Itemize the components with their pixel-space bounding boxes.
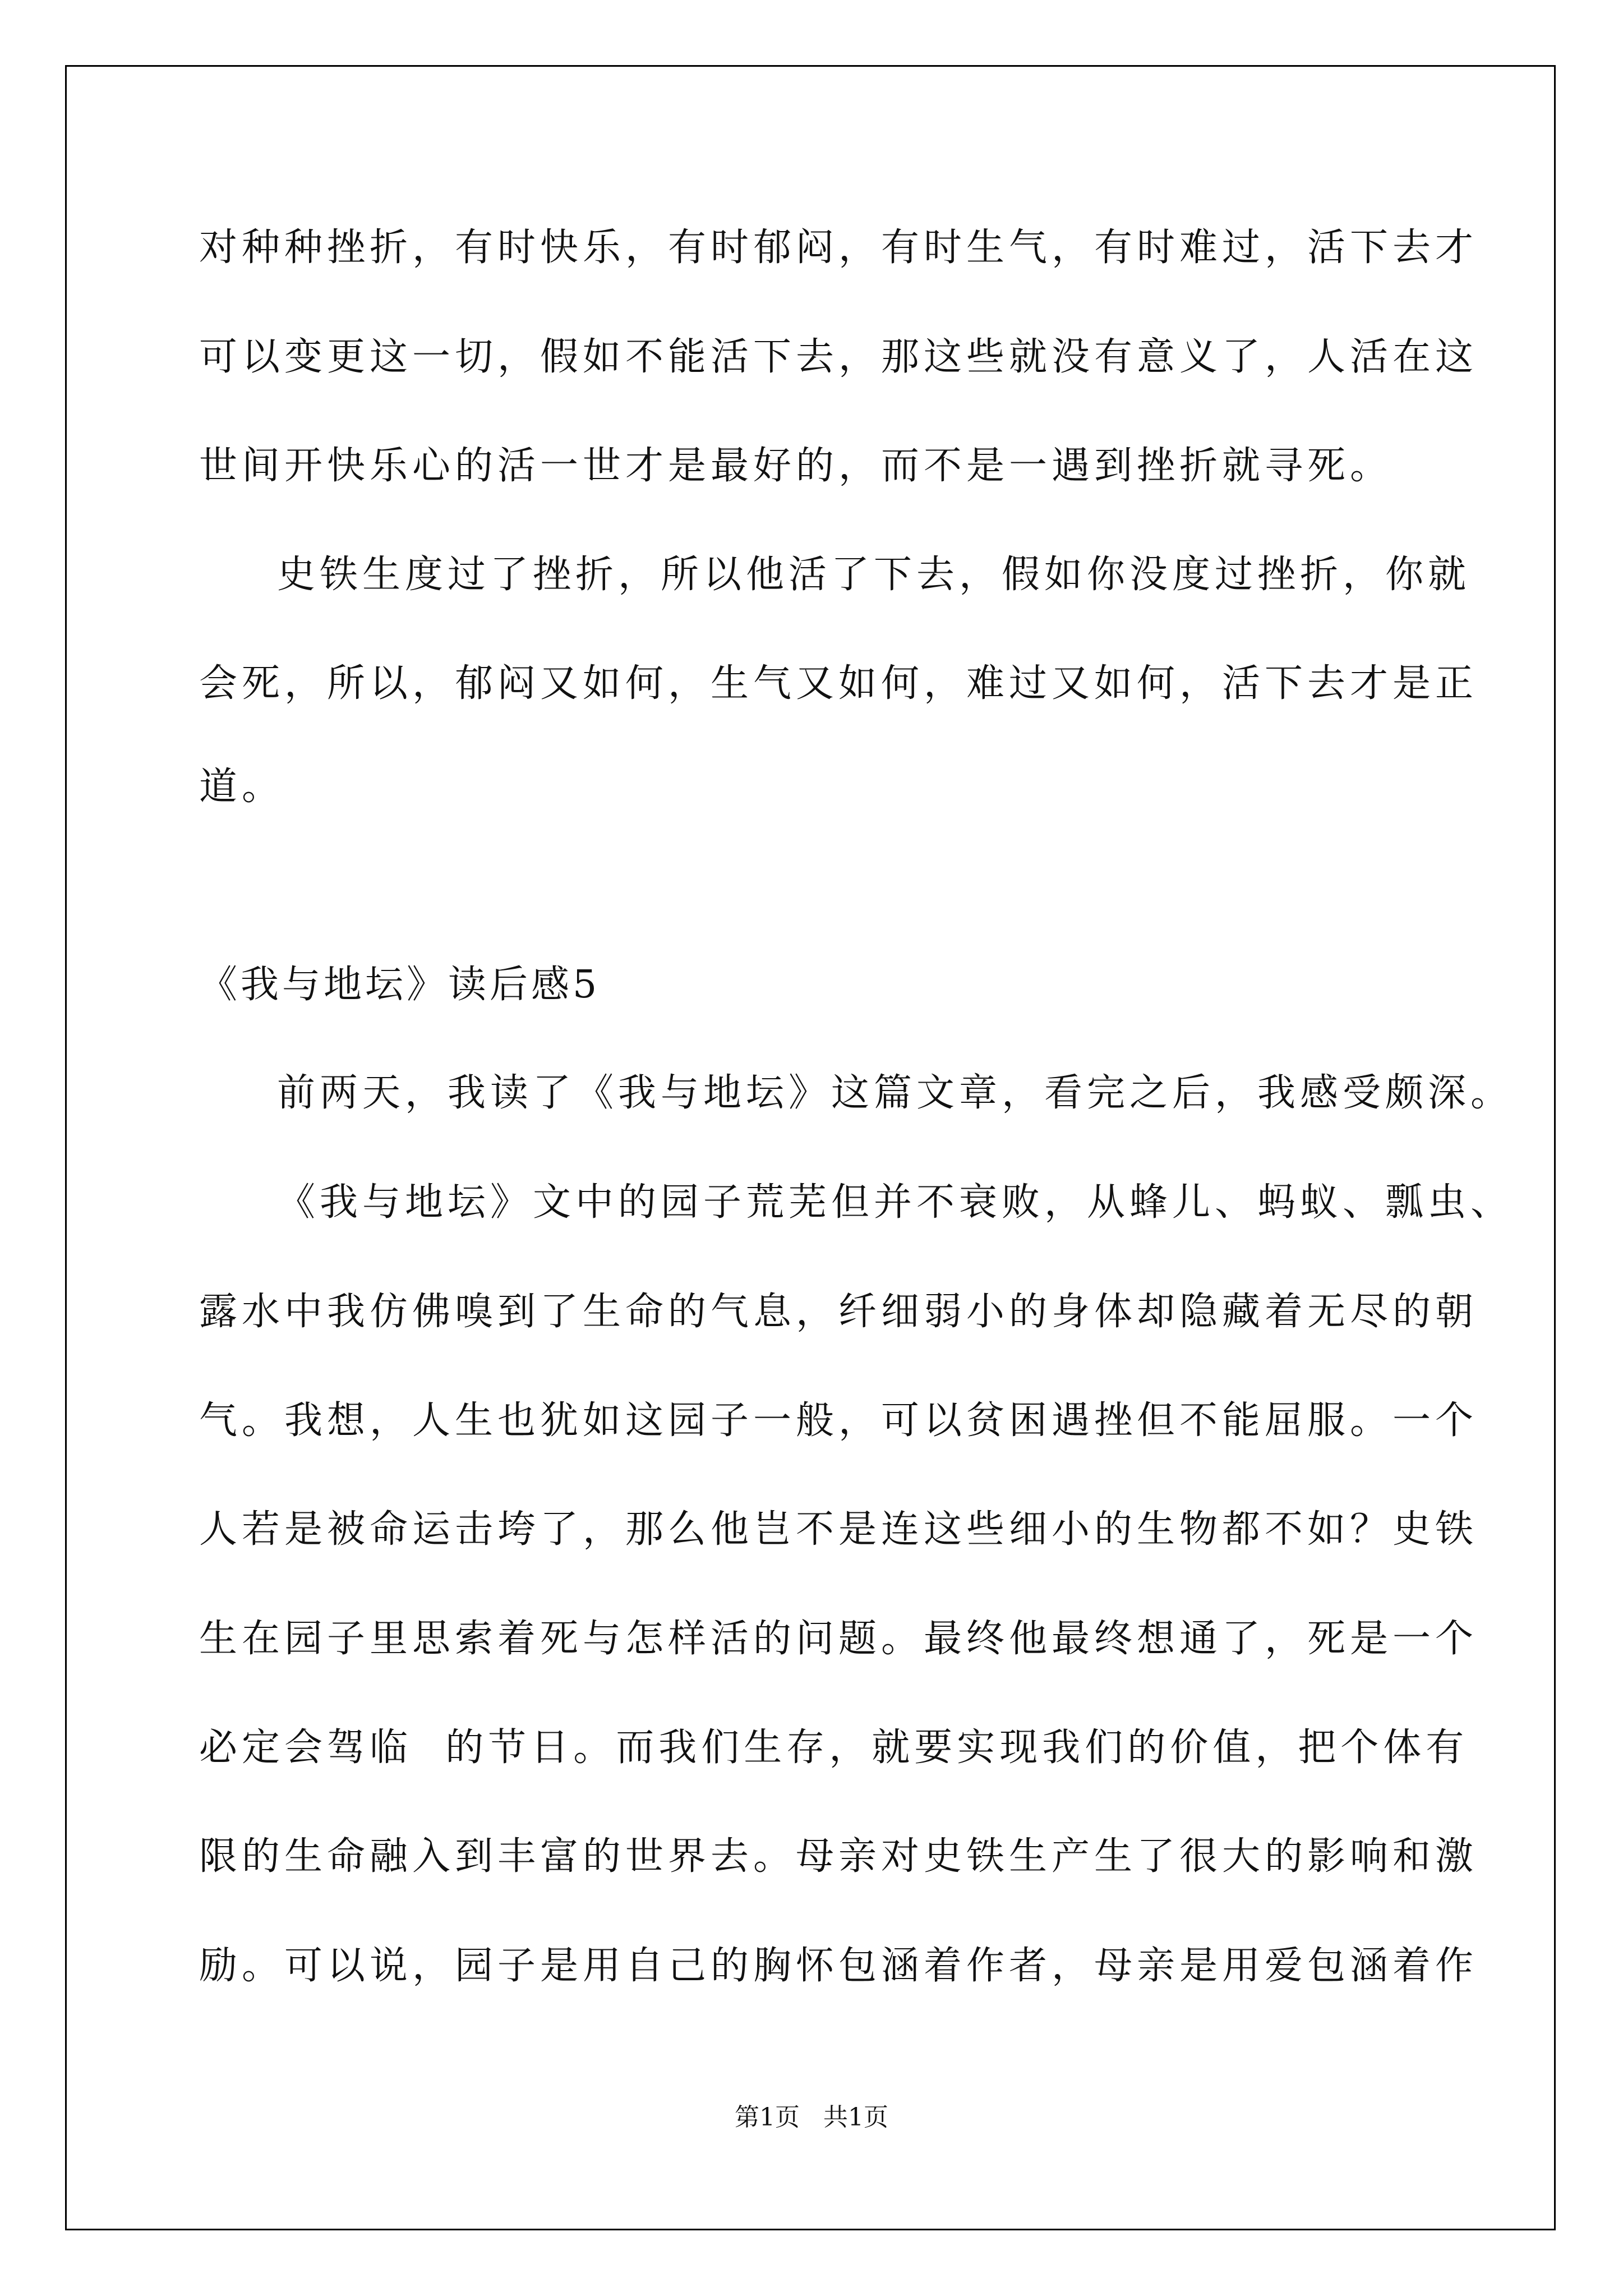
section-paragraph-2-line-5: 生在园子里思索着死与怎样活的问题。最终他最终想通了，死是一个 — [199, 1617, 1478, 1661]
section-paragraph-1-line-1: 前两天，我读了《我与地坛》这篇文章，看完之后，我感受颇深。 — [277, 1071, 1514, 1115]
page-number-footer: 第1页 共1页 — [735, 2103, 888, 2132]
paragraph-1-line-2: 可以变更这一切，假如不能活下去，那这些就没有意义了，人活在这 — [199, 335, 1478, 379]
paragraph-2-line-1: 史铁生度过了挫折，所以他活了下去，假如你没度过挫折，你就 — [277, 553, 1471, 597]
section-paragraph-2-line-7: 限的生命融入到丰富的世界去。母亲对史铁生产生了很大的影响和激 — [199, 1834, 1478, 1879]
section-paragraph-2-line-1: 《我与地坛》文中的园子荒芜但并不衰败，从蜂儿、蚂蚁、瓢虫、 — [277, 1180, 1514, 1225]
section-paragraph-2-line-8: 励。可以说，园子是用自己的胸怀包涵着作者，母亲是用爱包涵着作 — [199, 1944, 1478, 1988]
paragraph-2-line-3: 道。 — [199, 765, 285, 809]
page-border — [65, 65, 1556, 2230]
paragraph-1-line-3: 世间开快乐心的活一世才是最好的，而不是一遇到挫折就寻死。 — [199, 444, 1393, 488]
paragraph-1-line-1: 对种种挫折，有时快乐，有时郁闷，有时生气，有时难过，活下去才 — [199, 226, 1478, 270]
section-paragraph-2-line-4: 人若是被命运击垮了，那么他岂不是连这些细小的生物都不如？史铁 — [199, 1507, 1478, 1552]
section-heading: 《我与地坛》读后感5 — [199, 963, 601, 1007]
paragraph-2-line-2: 会死，所以，郁闷又如何，生气又如何，难过又如何，活下去才是正 — [199, 661, 1478, 706]
section-paragraph-2-line-3: 气。我想，人生也犹如这园子一般，可以贫困遇挫但不能屈服。一个 — [199, 1398, 1478, 1443]
section-paragraph-2-line-6: 必定会驾临 的节日。而我们生存，就要实现我们的价值，把个体有 — [199, 1726, 1469, 1770]
section-paragraph-2-line-2: 露水中我仿佛嗅到了生命的气息，纤细弱小的身体却隐藏着无尽的朝 — [199, 1290, 1478, 1334]
